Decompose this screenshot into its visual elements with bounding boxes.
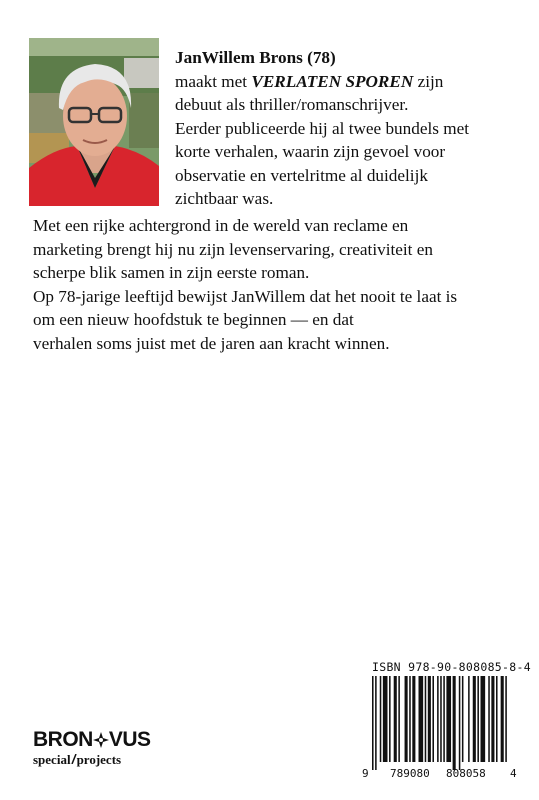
- intro-line: debuut als thriller/romanschrijver.: [175, 95, 409, 114]
- publisher-subtitle: special projects: [33, 752, 122, 767]
- barcode-bar: [481, 676, 486, 762]
- intro-line: korte verhalen, waarin zijn gevoel voor: [175, 142, 446, 161]
- barcode-bar: [394, 676, 397, 762]
- bio-line: Met een rijke achtergrond in de wereld van reclame en: [33, 216, 409, 235]
- barcode-bar: [389, 676, 391, 762]
- bio-line: om een nieuw hoofdstuk te beginnen — en dat: [33, 310, 354, 329]
- barcode-bar: [428, 676, 431, 762]
- barcode-digit-last: 4: [510, 767, 517, 780]
- barcode-bar: [477, 676, 479, 762]
- barcode-bar: [380, 676, 382, 762]
- barcode-bar: [496, 676, 498, 762]
- barcode-digits-right: 808058: [446, 767, 486, 780]
- intro-line: zichtbaar was.: [175, 189, 274, 208]
- author-portrait-image: [29, 38, 159, 206]
- barcode-bar: [405, 676, 408, 762]
- barcode-bar: [446, 676, 451, 762]
- barcode-bar: [383, 676, 388, 762]
- bio-line: marketing brengt hij nu zijn levenservaring, creativiteit en: [33, 239, 433, 259]
- barcode-bar: [443, 676, 445, 762]
- barcode-bar: [440, 676, 442, 762]
- barcode-bar: [459, 676, 461, 770]
- isbn-label: ISBN 978-90-808085-8-4: [372, 660, 531, 674]
- barcode-digit-first: 9: [362, 767, 369, 780]
- author-photo: [29, 38, 159, 206]
- intro-prefix: maakt met: [175, 71, 252, 91]
- bio-line: Op 78-jarige leeftijd bewijst JanWillem dat het nooit te laat is: [33, 286, 458, 306]
- isbn-barcode: [360, 676, 520, 780]
- barcode-bar: [409, 676, 411, 762]
- barcode-bar: [505, 676, 507, 762]
- barcode-digits-left: 789080: [390, 767, 430, 780]
- bio-line: scherpe blik samen in zijn eerste roman.: [33, 263, 310, 282]
- book-title: VERLATEN SPOREN: [251, 71, 414, 91]
- barcode-bar: [398, 676, 400, 762]
- author-name: JanWillem Brons (78): [175, 48, 336, 67]
- barcode-bar: [419, 676, 424, 762]
- barcode-bar: [375, 676, 377, 770]
- barcode-bars: [372, 676, 507, 770]
- barcode-bar: [412, 676, 415, 762]
- barcode-bar: [453, 676, 456, 770]
- intro-line: Eerder publiceerde hij al twee bundels met: [175, 118, 469, 138]
- barcode-bar: [437, 676, 439, 762]
- publisher-logo: [33, 728, 178, 770]
- intro-suffix: zijn: [413, 71, 444, 91]
- barcode-bar: [462, 676, 464, 762]
- barcode-bar: [488, 676, 490, 762]
- intro-line: observatie en vertelritme al duidelijk: [175, 165, 428, 185]
- biography-text: [33, 214, 513, 355]
- barcode-bar: [372, 676, 374, 770]
- barcode-bar: [491, 676, 494, 762]
- author-intro: [175, 46, 505, 211]
- compass-icon: [93, 732, 109, 748]
- publisher-name: BRON VUS: [33, 728, 151, 751]
- intro-line-title: [175, 70, 505, 94]
- bio-line: verhalen soms juist met de jaren aan kracht winnen.: [33, 333, 390, 353]
- barcode-bar: [432, 676, 434, 762]
- barcode-bar: [473, 676, 476, 762]
- barcode-bar: [468, 676, 470, 762]
- barcode-bar: [501, 676, 504, 762]
- barcode-bar: [425, 676, 427, 762]
